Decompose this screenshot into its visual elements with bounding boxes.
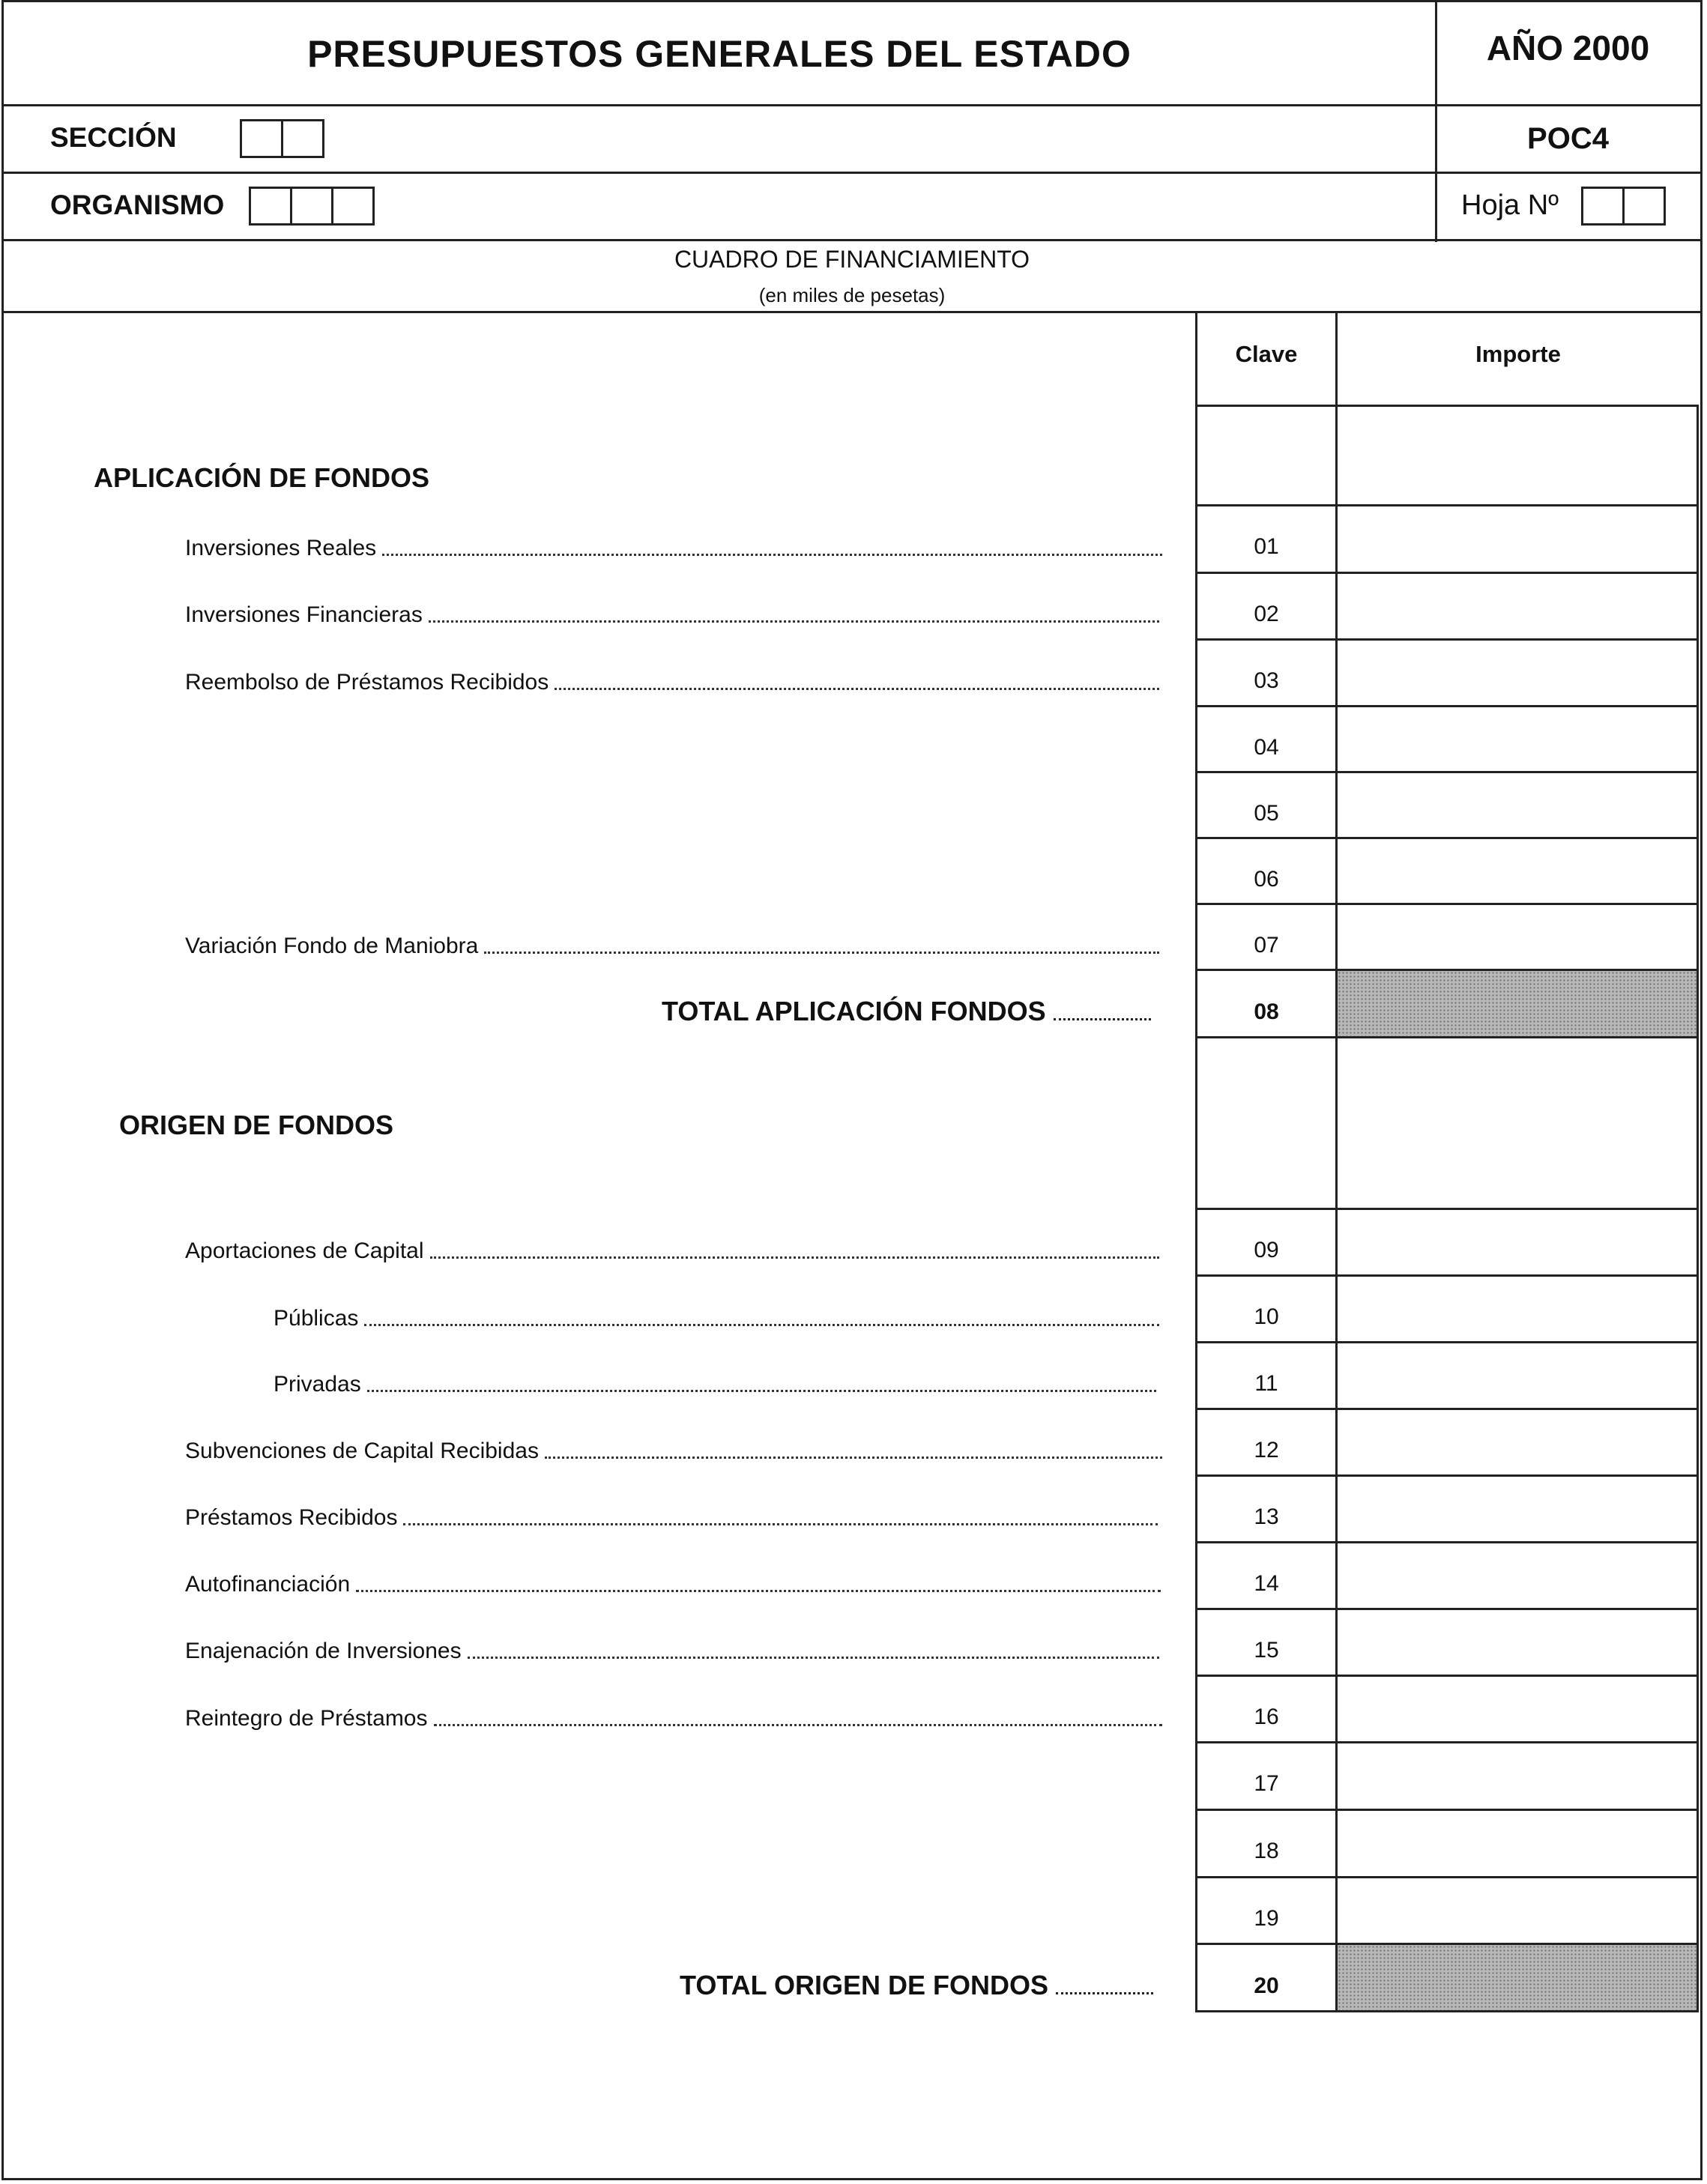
row-label-03: Reembolso de Préstamos Recibidos — [185, 670, 1159, 695]
clave-10: 10 — [1195, 1277, 1338, 1343]
row-label-07: Variación Fondo de Maniobra — [185, 934, 1159, 959]
clave-header: Clave — [1235, 341, 1298, 367]
origen-title: ORIGEN DE FONDOS — [119, 1110, 394, 1140]
clave-17: 17 — [1195, 1743, 1338, 1811]
row-label-09: Aportaciones de Capital — [185, 1238, 1159, 1264]
clave-15: 15 — [1195, 1610, 1338, 1677]
importe-input-03[interactable] — [1338, 641, 1699, 707]
organismo-code-boxes[interactable] — [251, 187, 375, 226]
total-origen-shaded-cell — [1338, 1945, 1699, 2012]
clave-01: 01 — [1195, 506, 1338, 574]
row-label-14: Autofinanciación — [185, 1572, 1161, 1597]
header-rule-1 — [4, 104, 1700, 106]
clave-07: 07 — [1195, 905, 1338, 971]
importe-header-cell — [1338, 311, 1699, 407]
clave-19: 19 — [1195, 1878, 1338, 1945]
importe-input-14[interactable] — [1338, 1543, 1699, 1610]
row-label-02: Inversiones Financieras — [185, 602, 1159, 628]
clave-03: 03 — [1195, 641, 1338, 707]
aplicacion-title: APLICACIÓN DE FONDOS — [94, 462, 430, 493]
clave-18: 18 — [1195, 1811, 1338, 1878]
seccion-code-boxes[interactable] — [242, 119, 324, 158]
header-rule-3 — [4, 239, 1700, 241]
clave-13: 13 — [1195, 1477, 1338, 1543]
clave-09: 09 — [1195, 1210, 1338, 1277]
page-title: PRESUPUESTOS GENERALES DEL ESTADO — [307, 33, 1132, 75]
hoja-label: Hoja Nº — [1461, 190, 1559, 221]
importe-input-19[interactable] — [1338, 1878, 1699, 1945]
importe-input-05[interactable] — [1338, 773, 1699, 839]
row-label-13: Préstamos Recibidos — [185, 1505, 1158, 1531]
organismo-label: ORGANISMO — [50, 190, 225, 220]
importe-input-11[interactable] — [1338, 1343, 1699, 1410]
clave-14: 14 — [1195, 1543, 1338, 1610]
row-label-01: Inversiones Reales — [185, 536, 1162, 561]
clave-08: 08 — [1195, 971, 1338, 1038]
row-label-10: Públicas — [274, 1306, 1159, 1331]
importe-input-06[interactable] — [1338, 839, 1699, 905]
blank-importe-cell-2 — [1338, 1038, 1699, 1210]
importe-input-15[interactable] — [1338, 1610, 1699, 1677]
importe-input-01[interactable] — [1338, 506, 1699, 574]
importe-input-09[interactable] — [1338, 1210, 1699, 1277]
header-rule-2 — [4, 172, 1700, 174]
importe-input-18[interactable] — [1338, 1811, 1699, 1878]
blank-clave-cell-2 — [1195, 1038, 1338, 1210]
importe-header: Importe — [1475, 341, 1561, 367]
row-label-11: Privadas — [274, 1372, 1156, 1397]
importe-input-12[interactable] — [1338, 1410, 1699, 1477]
blank-clave-cell — [1195, 407, 1338, 506]
clave-11: 11 — [1195, 1343, 1338, 1410]
clave-05: 05 — [1195, 773, 1338, 839]
clave-02: 02 — [1195, 574, 1338, 641]
units-note: (en miles de pesetas) — [758, 284, 946, 306]
total-aplicacion-label: TOTAL APLICACIÓN FONDOS — [662, 996, 1151, 1027]
importe-input-16[interactable] — [1338, 1677, 1699, 1743]
clave-header-cell — [1195, 311, 1338, 407]
total-origen-label: TOTAL ORIGEN DE FONDOS — [680, 1970, 1153, 2001]
importe-input-07[interactable] — [1338, 905, 1699, 971]
row-label-15: Enajenación de Inversiones — [185, 1639, 1159, 1664]
clave-16: 16 — [1195, 1677, 1338, 1743]
clave-04: 04 — [1195, 707, 1338, 773]
clave-12: 12 — [1195, 1410, 1338, 1477]
financing-form — [1, 0, 1703, 2180]
hoja-number-boxes[interactable] — [1583, 187, 1666, 226]
importe-input-13[interactable] — [1338, 1477, 1699, 1543]
section-title: CUADRO DE FINANCIAMIENTO — [674, 246, 1030, 273]
clave-20: 20 — [1195, 1945, 1338, 2012]
importe-input-04[interactable] — [1338, 707, 1699, 773]
importe-input-17[interactable] — [1338, 1743, 1699, 1811]
total-aplicacion-shaded-cell — [1338, 971, 1699, 1038]
importe-input-10[interactable] — [1338, 1277, 1699, 1343]
year-label: AÑO 2000 — [1486, 28, 1650, 67]
seccion-label: SECCIÓN — [50, 122, 177, 153]
clave-06: 06 — [1195, 839, 1338, 905]
importe-input-02[interactable] — [1338, 574, 1699, 641]
blank-importe-cell — [1338, 407, 1699, 506]
row-label-16: Reintegro de Préstamos — [185, 1706, 1162, 1731]
row-label-12: Subvenciones de Capital Recibidas — [185, 1439, 1162, 1464]
form-code: POC4 — [1527, 122, 1609, 155]
